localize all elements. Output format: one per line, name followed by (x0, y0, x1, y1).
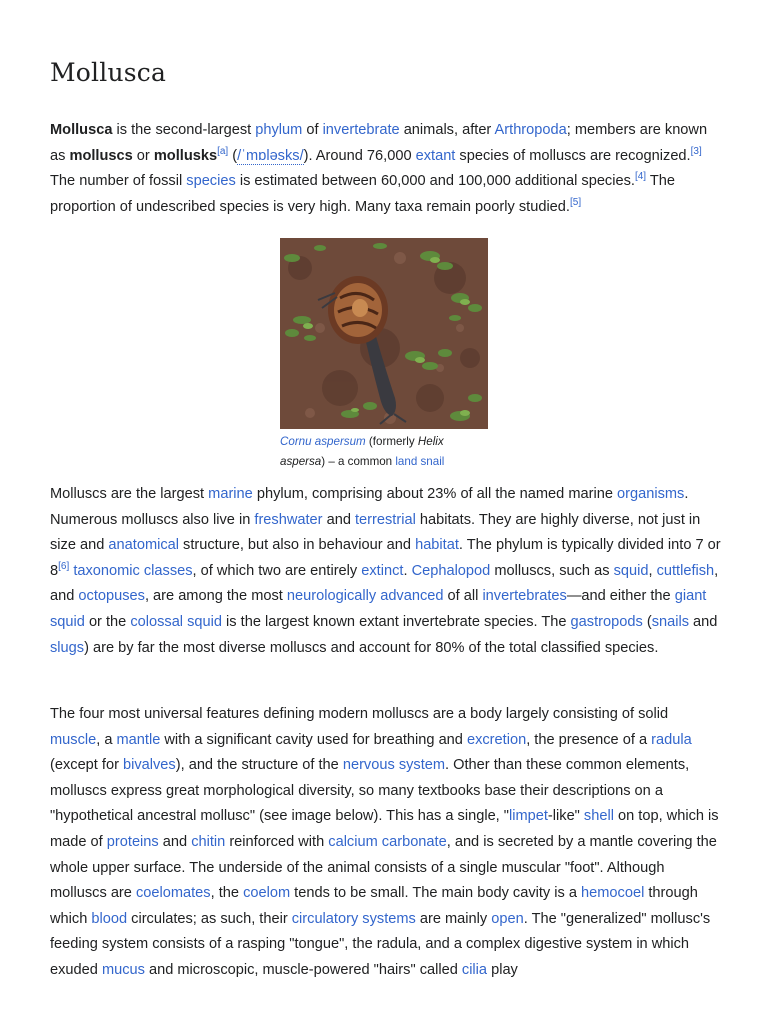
link-invertebrates[interactable]: invertebrates (482, 588, 567, 605)
link-octopuses[interactable]: octopuses (78, 588, 145, 605)
link-blood[interactable]: blood (91, 910, 128, 927)
link-cuttlefish[interactable]: cuttlefish (656, 562, 715, 579)
snail-photo[interactable] (280, 238, 488, 429)
link-bivalves[interactable]: bivalves (123, 757, 176, 774)
figure-snail (280, 238, 488, 472)
link-slugs[interactable]: slugs (50, 639, 85, 656)
link-organisms[interactable]: organisms (617, 486, 685, 502)
link-proteins[interactable]: proteins (106, 833, 159, 850)
link-gastropods[interactable]: gastropods (570, 613, 643, 630)
link-neurologically-advanced[interactable]: neurologically advanced (286, 588, 444, 605)
link-calcium-carbonate[interactable]: calcium carbonate (328, 833, 447, 850)
figure-caption: Cornu aspersum (formerly Helix aspersa) – a common land snail (280, 435, 445, 468)
bold-term: Mollusca (50, 122, 113, 138)
footnote-5[interactable]: [5] (569, 196, 582, 208)
link-mantle[interactable]: mantle (116, 731, 161, 748)
pronunciation-link[interactable]: /ˈmɒləsks/ (237, 147, 304, 164)
link-habitat[interactable]: habitat (415, 537, 459, 554)
link-coelomates[interactable]: coelomates (135, 885, 211, 902)
link-extant[interactable]: extant (415, 147, 456, 164)
link-taxonomic-classes[interactable]: taxonomic classes (73, 562, 193, 579)
link-hemocoel[interactable]: hemocoel (581, 885, 645, 902)
intro-paragraph: Mollusca is the second-largest phylum of invertebrate animals, after Arthropoda; members are known as molluscs or mollusks[a] (/ˈmɒləsks/). Around 76,000 extant species of molluscs are recognized.[3] The number of fossil species is estimated between 60,000 and 100,000 additional species.[4] The proportion of undescribed species is very high. Many taxa remain poorly studied.[5] (50, 122, 708, 215)
link-marine[interactable]: marine (208, 486, 253, 502)
link-cilia[interactable]: cilia (461, 961, 488, 978)
link-freshwater[interactable]: freshwater (254, 511, 323, 528)
link-mucus[interactable]: mucus (101, 961, 145, 978)
link-colossal-squid[interactable]: colossal squid (130, 613, 222, 630)
bold-term: mollusks (153, 147, 218, 164)
link-terrestrial[interactable]: terrestrial (355, 511, 416, 528)
link-land-snail[interactable]: land snail (395, 455, 445, 468)
link-coelom[interactable]: coelom (243, 885, 291, 902)
link-excretion[interactable]: excretion (466, 731, 527, 748)
link-radula[interactable]: radula (651, 731, 692, 748)
link-cephalopod[interactable]: Cephalopod (411, 562, 491, 579)
link-shell[interactable]: shell (583, 808, 614, 825)
link-phylum[interactable]: phylum (255, 122, 303, 138)
link-limpet[interactable]: limpet (508, 808, 548, 825)
footnote-3[interactable]: [3] (690, 145, 702, 157)
link-open[interactable]: open (491, 910, 524, 927)
link-invertebrate[interactable]: invertebrate (322, 122, 400, 138)
link-extinct[interactable]: extinct (361, 562, 404, 579)
bold-term: molluscs (69, 147, 133, 164)
footnote-6[interactable]: [6] (58, 560, 70, 572)
link-giant-squid[interactable]: giant squid (50, 588, 707, 630)
link-species[interactable]: species (186, 173, 236, 190)
link-chitin[interactable]: chitin (191, 833, 226, 850)
footnote-a[interactable]: [a] (217, 145, 229, 157)
body-paragraph: Molluscs are the largest marine phylum, comprising about 23% of all the named marine organisms. Numerous molluscs also live in freshwater and terrestrial habitats. They are highly diverse, not just in size and anatomical structure, but also in behaviour and habitat. The phylum is typically divided into 7 or 8[6] taxonomic classes, of which two are entirely extinct. Cephalopod molluscs, such as squid, cuttlefish, and octopuses, are among the most neurologically advanced of all invertebrates—and either the giant squid or the colossal squid is the largest known extant invertebrate species. The gastropods (snails and slugs) are by far the most diverse molluscs and account for 80% of the total classified species. (50, 486, 721, 656)
link-nervous-system[interactable]: nervous system (342, 757, 446, 774)
body-paragraph: The four most universal features defining modern molluscs are a body largely consisting of solid muscle, a mantle with a significant cavity used for breathing and excretion, the presence of a radula (except for bivalves), and the structure of the nervous system. Other than these common elements, molluscs express great morphological diversity, so many textbooks base their descriptions on a "hypothetical ancestral mollusc" (see image below). This has a single, "limpet-like" shell on top, which is made of proteins and chitin reinforced with calcium carbonate, and is secreted by a mantle covering the whole upper surface. The underside of the animal consists of a single muscular "foot". Although molluscs are coelomates, the coelom tends to be small. The main body cavity is a hemocoel through which blood circulates; as such, their circulatory systems are mainly open. The "generalized" mollusc's feeding system consists of a rasping "tongue", the radula, and a complex digestive system in which exuded mucus and microscopic, muscle-powered "hairs" called cilia play (50, 706, 719, 978)
link-circulatory-systems[interactable]: circulatory systems (291, 910, 416, 927)
footnote-4[interactable]: [4] (634, 171, 647, 183)
link-arthropoda[interactable]: Arthropoda (494, 122, 567, 138)
link-anatomical[interactable]: anatomical (108, 537, 179, 554)
link-squid[interactable]: squid (613, 562, 649, 579)
link-cornu-aspersum[interactable]: Cornu aspersum (280, 435, 366, 448)
page-title: Mollusca (50, 58, 167, 87)
link-snails[interactable]: snails (651, 613, 689, 630)
link-muscle[interactable]: muscle (50, 731, 97, 748)
